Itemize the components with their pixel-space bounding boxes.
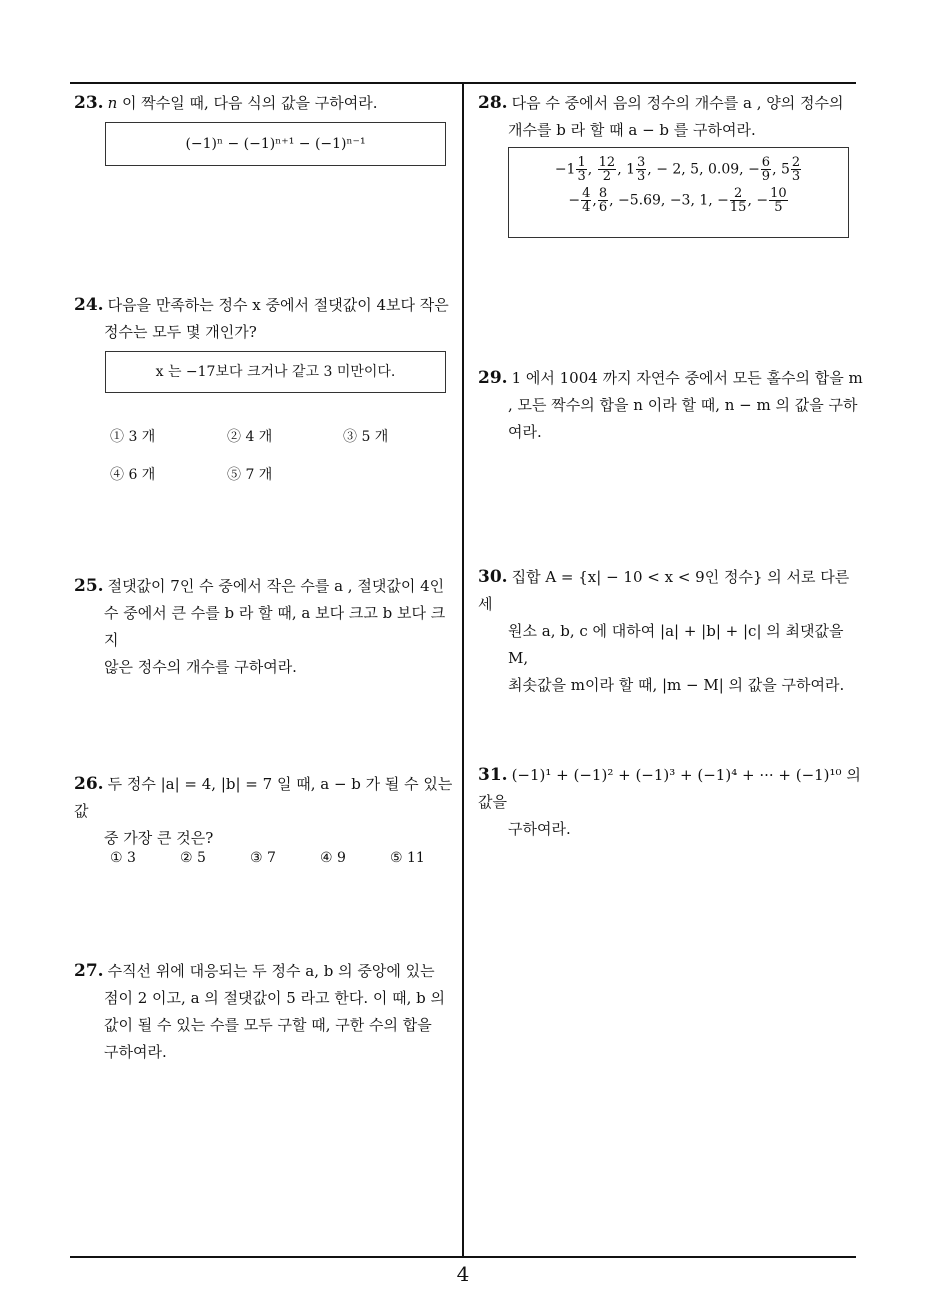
sign: − (568, 192, 581, 209)
choice-2[interactable]: ② 4 개 (227, 429, 273, 445)
question-text-line: 중 가장 큰 것은? (104, 829, 214, 847)
question-31 (478, 762, 863, 843)
fraction: $\frac{4}{4}$ (582, 186, 591, 215)
question-text-line: 개수를 b 라 할 때 a − b 를 구하여라. (508, 121, 756, 139)
choice-3[interactable]: ③ 5 개 (343, 429, 389, 445)
condition-box (105, 351, 446, 393)
question-30 (478, 564, 863, 699)
choice-2[interactable]: ② 5 (180, 850, 206, 866)
expression-box (105, 122, 446, 166)
question-text: 이 짝수일 때, 다음 식의 값을 구하여라. (117, 94, 378, 112)
number-sequence: , − 2, 5, 0.09, − (647, 161, 760, 178)
question-text-line: 수 중에서 큰 수를 b 라 할 때, a 보다 크고 b 보다 크지 (104, 604, 446, 649)
choice-1[interactable]: ① 3 개 (110, 429, 156, 445)
page-number: 4 (456, 1262, 470, 1286)
fraction: $\frac{10}{5}$ (770, 186, 787, 215)
question-text-line: 여라. (508, 423, 542, 441)
question-text-line: 최솟값을 m이라 할 때, |m − M| 의 값을 구하여라. (508, 676, 845, 694)
question-27 (74, 958, 459, 1066)
whole-part: −1 (554, 161, 576, 178)
choice-3[interactable]: ③ 7 (250, 850, 276, 866)
question-23 (74, 90, 459, 117)
question-text-line: (−1)¹ + (−1)² + (−1)³ + (−1)⁴ + ··· + (−1)¹⁰ 의 값을 (478, 766, 861, 811)
fraction: $\frac{2}{15}$ (729, 186, 747, 215)
choice-4[interactable]: ④ 9 (320, 850, 346, 866)
question-number: 29. (478, 368, 508, 388)
question-26 (74, 771, 459, 852)
question-29 (478, 365, 863, 446)
question-text-line: 두 정수 |a| = 4, |b| = 7 일 때, a − b 가 될 수 있는 값 (74, 775, 453, 820)
number-row-1: −1 $\frac{1}{3}$ , $\frac{12}{2}$ , 1 $\frac{3}{3}$ , − 2, 5, 0.09, − $\frac{6}{9}$ , 5 $\frac{2}{3}$ (554, 155, 801, 184)
question-text-line: 정수는 모두 몇 개인가? (104, 323, 257, 341)
question-number: 26. (74, 774, 104, 794)
question-text-line: 구하여라. (104, 1043, 167, 1061)
number-list-box (508, 147, 849, 238)
question-number: 31. (478, 765, 508, 785)
number-sequence: , −5.69, −3, 1, − (609, 192, 729, 209)
question-text-line: 집합 A = {x| − 10 < x < 9인 정수} 의 서로 다른 세 (478, 568, 850, 613)
fraction: $\frac{2}{3}$ (791, 155, 801, 184)
whole-part: 1 (626, 161, 636, 178)
question-text-line: 다음 수 중에서 음의 정수의 개수를 a , 양의 정수의 (511, 94, 844, 112)
choice-5[interactable]: ⑤ 11 (390, 850, 425, 866)
question-text-line: 구하여라. (508, 820, 571, 838)
question-number: 28. (478, 93, 508, 113)
question-number: 25. (74, 576, 104, 596)
column-divider (462, 82, 464, 1258)
bottom-rule (70, 1256, 856, 1258)
variable: n (107, 94, 118, 112)
choice-1[interactable]: ① 3 (110, 850, 136, 866)
question-28 (478, 90, 863, 144)
number-row-2: − $\frac{4}{4}$ , $\frac{8}{6}$ , −5.69, −3, 1, − $\frac{2}{15}$ , − $\frac{10}{5}$ (568, 186, 787, 215)
question-25 (74, 573, 459, 681)
question-number: 23. (74, 93, 104, 113)
question-number: 24. (74, 295, 104, 315)
question-text-line: , 모든 짝수의 합을 n 이라 할 때, n − m 의 값을 구하 (508, 396, 858, 414)
question-number: 27. (74, 961, 104, 981)
expression: (−1)ⁿ − (−1)ⁿ⁺¹ − (−1)ⁿ⁻¹ (185, 136, 366, 152)
question-text-line: 않은 정수의 개수를 구하여라. (104, 658, 297, 676)
choice-4[interactable]: ④ 6 개 (110, 467, 156, 483)
whole-part: 5 (780, 161, 790, 178)
fraction: $\frac{1}{3}$ (577, 155, 586, 184)
question-text-line: 절댓값이 7인 수 중에서 작은 수를 a , 절댓값이 4인 (107, 577, 445, 595)
fraction: $\frac{3}{3}$ (637, 155, 646, 184)
question-text-line: 다음을 만족하는 정수 x 중에서 절댓값이 4보다 작은 (107, 296, 449, 314)
question-number: 30. (478, 567, 508, 587)
question-text-line: 점이 2 이고, a 의 절댓값이 5 라고 한다. 이 때, b 의 (104, 989, 445, 1007)
question-text-line: 값이 될 수 있는 수를 모두 구할 때, 구한 수의 합을 (104, 1016, 432, 1034)
question-text-line: 수직선 위에 대응되는 두 정수 a, b 의 중앙에 있는 (107, 962, 435, 980)
fraction: $\frac{6}{9}$ (761, 155, 771, 184)
choice-5[interactable]: ⑤ 7 개 (227, 467, 273, 483)
question-24 (74, 292, 459, 346)
question-text-line: 원소 a, b, c 에 대하여 |a| + |b| + |c| 의 최댓값을 M, (508, 622, 844, 667)
question-text-line: 1 에서 1004 까지 자연수 중에서 모든 홀수의 합을 m (511, 369, 863, 387)
fraction: $\frac{8}{6}$ (598, 186, 608, 215)
condition-text: x 는 −17보다 크거나 같고 3 미만이다. (155, 364, 396, 380)
fraction: $\frac{12}{2}$ (598, 155, 616, 184)
